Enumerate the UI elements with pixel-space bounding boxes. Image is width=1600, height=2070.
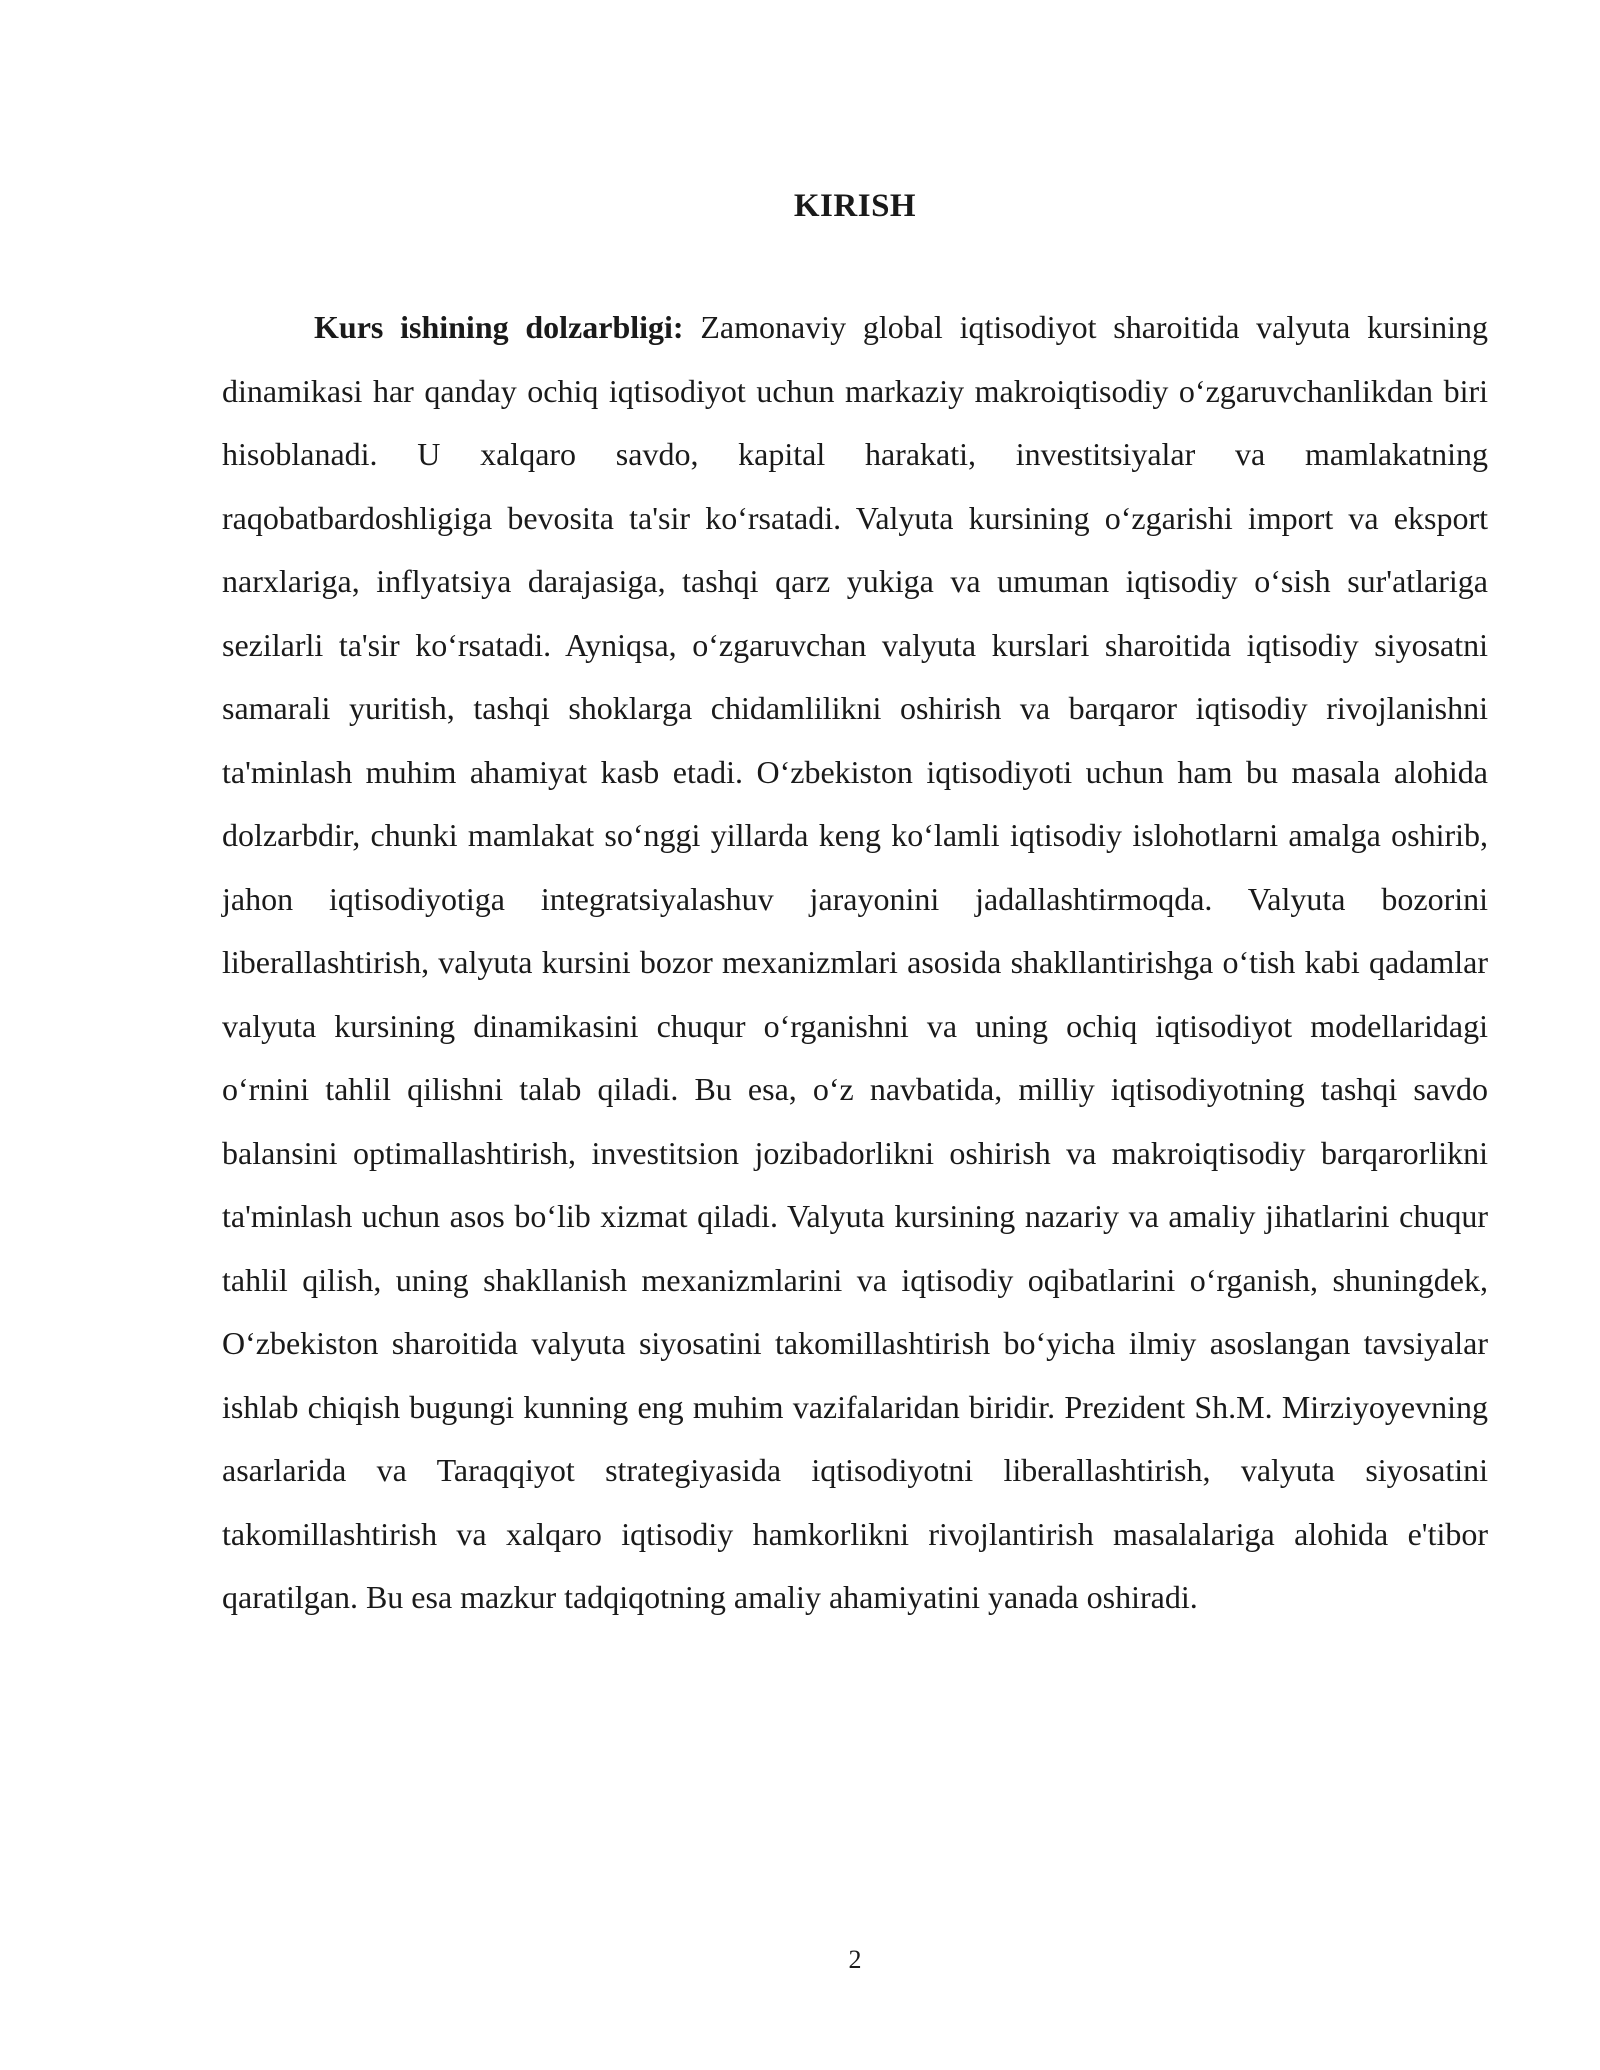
paragraph-text: Zamonaviy global iqtisodiyot sharoitida valyuta kursining dinamikasi har qanday ochiq iqtisodiyot uchun markaziy makroiqtisodiy o‘zgaruvchanlikdan biri hisoblanadi. U xalqaro savdo, kapital harakati, investitsiyalar va mamlakatning raqobatbardoshligiga bevosita ta'sir ko‘rsatadi. Valyuta kursining o‘zgarishi import va eksport narxlariga, inflyatsiya darajasiga, tashqi qarz yukiga va umuman iqtisodiy o‘sish sur'atlariga sezilarli ta'sir ko‘rsatadi. Ayniqsa, o‘zgaruvchan valyuta kurslari sharoitida iqtisodiy siyosatni samarali yuritish, tashqi shoklarga chidamlilikni oshirish va barqaror iqtisodiy rivojlanishni ta'minlash muhim ahamiyat kasb etadi. O‘zbekiston iqtisodiyoti uchun ham bu masala alohida dolzarbdir, chunki mamlakat so‘nggi yillarda keng ko‘lamli iqtisodiy islohotlarni amalga oshirib, jahon iqtisodiyotiga integratsiyalashuv jarayonini jadallashtirmoqda. Valyuta bozorini liberallashtirish, valyuta kursini bozor mexanizmlari asosida shakllantirishga o‘tish kabi qadamlar valyuta kursining dinamikasini chuqur o‘rganishni va uning ochiq iqtisodiyot modellaridagi o‘rnini tahlil qilishni talab qiladi. Bu esa, o‘z navbatida, milliy iqtisodiyotning tashqi savdo balansini optimallashtirish, investitsion jozibadorlikni oshirish va makroiqtisodiy barqarorlikni ta'minlash uchun asos bo‘lib xizmat qiladi. Valyuta kursining nazariy va amaliy jihatlarini chuqur tahlil qilish, uning shakllanish mexanizmlarini va iqtisodiy oqibatlarini o‘rganish, shuningdek, O‘zbekiston sharoitida valyuta siyosatini takomillashtirish bo‘yicha ilmiy asoslangan tavsiyalar ishlab chiqish bugungi kunning eng muhim vazifalaridan biridir. Prezident Sh.M. Mirziyoyevning asarlarida va Taraqqiyot strategiyasida iqtisodiyotni liberallashtirish, valyuta siyosatini takomillashtirish va xalqaro iqtisodiy hamkorlikni rivojlantirish masalalariga alohida e'tibor qaratilgan. Bu esa mazkur tadqiqotning amaliy ahamiyatini yanada oshiradi. <box>222 309 1489 1615</box>
body-paragraph <box>222 296 1488 1630</box>
paragraph-lead: Kurs ishining dolzarbligi: <box>314 309 684 345</box>
section-heading: KIRISH <box>793 188 917 224</box>
page-number: 2 <box>848 1945 862 1974</box>
